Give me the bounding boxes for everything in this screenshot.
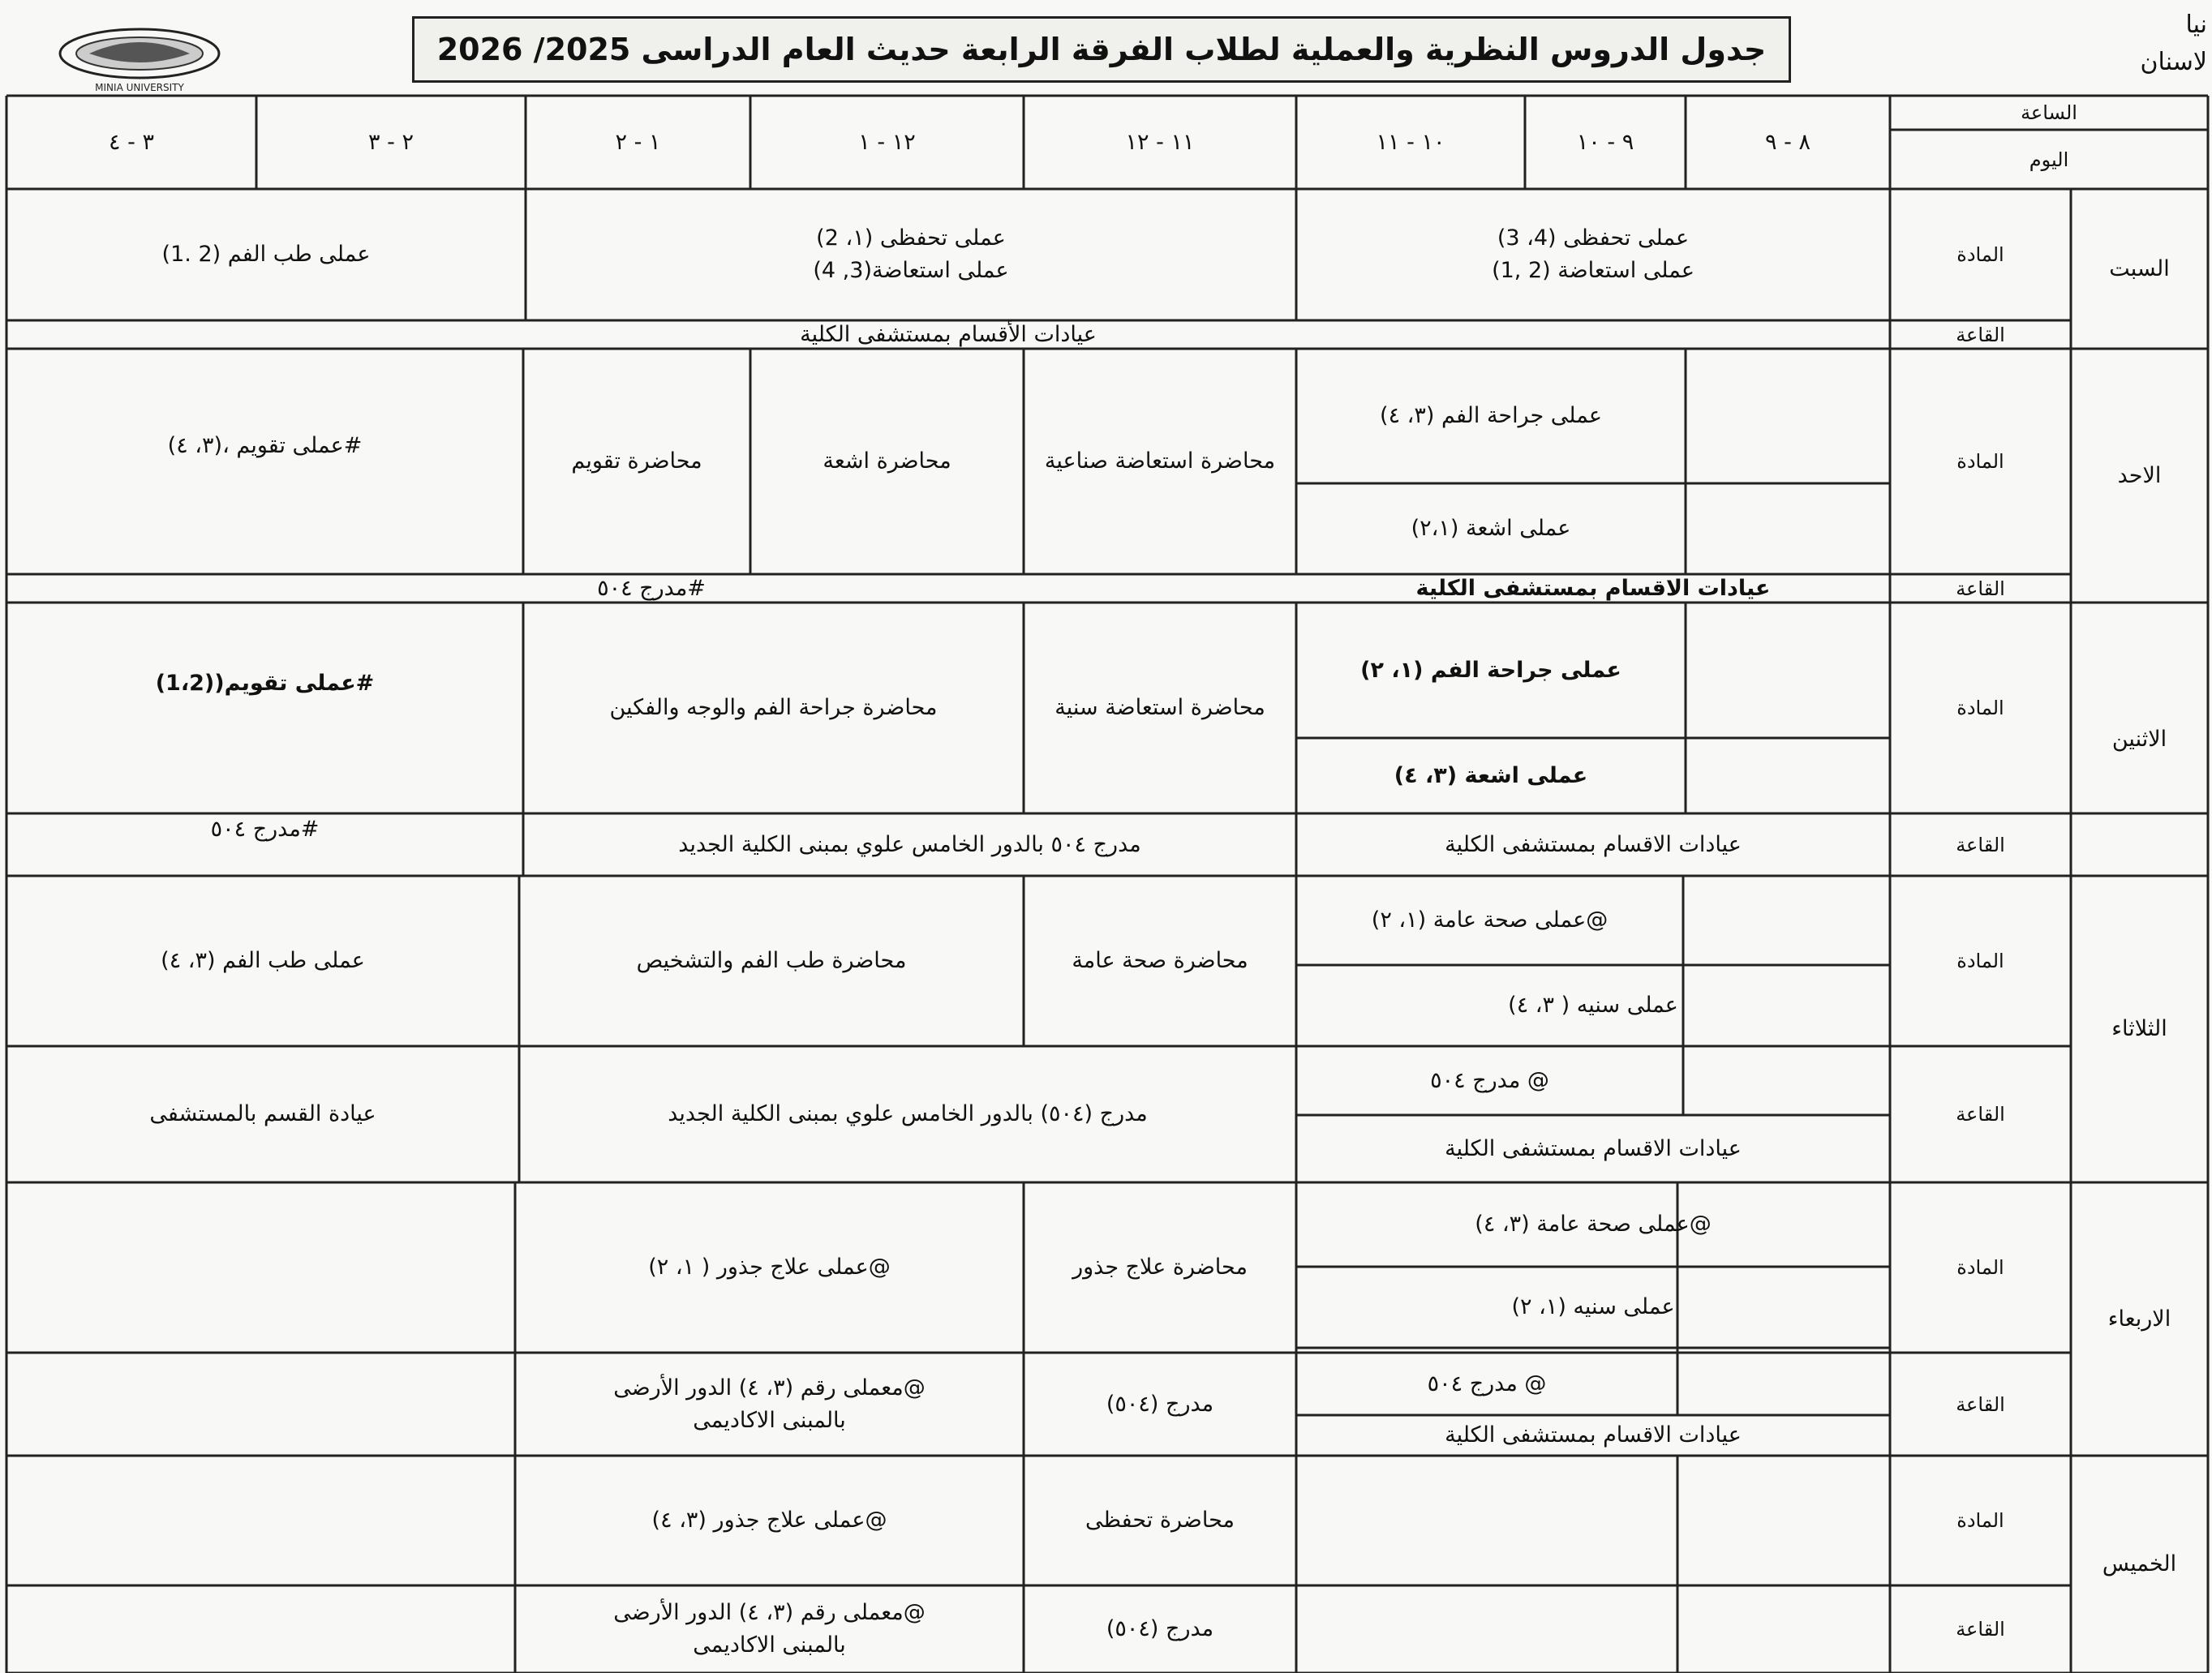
wednesday-session-b: محاضرة علاج جذور: [1072, 1255, 1248, 1280]
time-slot-1-2: ١ - ٢: [615, 129, 661, 155]
tuesday-session-a1: @عملى صحة عامة (١، ٢): [1371, 907, 1609, 933]
wednesday-room-c-line1: @معملى رقم (٣، ٤) الدور الأرضى: [613, 1375, 926, 1401]
thursday-room-c-line2: بالمبنى الاكاديمى: [693, 1632, 846, 1658]
wednesday-session-a2: عملى سنيه (١، ٢): [1511, 1294, 1675, 1319]
corner-line-1: نيا: [2185, 11, 2207, 39]
thursday-room-b: مدرج (٥٠٤): [1106, 1616, 1214, 1641]
tuesday-room-b: مدرج (٥٠٤) بالدور الخامس علوي بمبنى الكلية الجديد: [668, 1101, 1148, 1126]
saturday-session-8-11: [1296, 189, 1890, 320]
day-label: اليوم: [2029, 148, 2069, 171]
monday-session-b: محاضرة استعاضة سنية: [1054, 695, 1265, 720]
sunday-session-c: محاضرة اشعة: [823, 448, 951, 474]
monday-room-label: القاعة: [1956, 833, 2005, 856]
time-slot-11-12: ١١ - ١٢: [1125, 129, 1195, 155]
monday-subject-label: المادة: [1956, 697, 2004, 719]
sunday-session-a2: عملى اشعة (٢،١): [1411, 516, 1571, 541]
time-slot-2-3: ٢ - ٣: [368, 129, 414, 155]
saturday-session-8-11-line2: عملى استعاضة (2 ,1): [1492, 258, 1694, 283]
saturday-session-11-2-line2: عملى استعاضة(3, 4): [813, 258, 1009, 283]
tuesday-subject-label: المادة: [1956, 950, 2004, 972]
monday-room-b: مدرج ٥٠٤ بالدور الخامس علوي بمبنى الكلية الجديد: [678, 831, 1141, 857]
wednesday-room-c-line2: بالمبنى الاكاديمى: [693, 1407, 846, 1433]
wednesday-room-a2: عيادات الاقسام بمستشفى الكلية: [1445, 1422, 1742, 1448]
time-slot-8-9: ٨ - ٩: [1765, 129, 1810, 155]
sunday-room-label: القاعة: [1956, 577, 2005, 600]
wednesday-subject-label: المادة: [1956, 1256, 2004, 1279]
tuesday-room-c: عيادة القسم بالمستشفى: [149, 1101, 376, 1126]
sunday-session-a1: عملى جراحة الفم (٣، ٤): [1380, 403, 1602, 428]
saturday-session-2-4: عملى طب الفم (2 .1): [161, 242, 371, 267]
sunday-session-d: محاضرة تقويم: [571, 448, 702, 474]
monday-session-d: #عملى تقويم((1،2): [155, 671, 375, 696]
thursday-room-c-line1: @معملى رقم (٣، ٤) الدور الأرضى: [613, 1600, 926, 1625]
saturday-subject-label: المادة: [1956, 243, 2004, 266]
hour-label: الساعة: [2021, 101, 2077, 124]
sunday-room-b: #مدرج ٥٠٤: [597, 575, 706, 601]
wednesday-room-label: القاعة: [1956, 1392, 2005, 1416]
day-wednesday: الاربعاء: [2107, 1306, 2171, 1332]
tuesday-session-a2: عملى سنيه ( ٣، ٤): [1508, 993, 1678, 1018]
saturday-session-8-11-line1: عملى تحفظى (4، 3): [1497, 225, 1690, 251]
day-saturday: السبت: [2109, 255, 2170, 281]
sunday-session-e: #عملى تقويم ،(٣، ٤): [167, 433, 363, 458]
thursday-session-c: @عملى علاج جذور (٣، ٤): [651, 1508, 887, 1533]
wednesday-room-b: مدرج (٥٠٤): [1106, 1391, 1214, 1417]
wednesday-room-a1: @ مدرج ٥٠٤: [1427, 1371, 1547, 1396]
day-thursday: الخميس: [2102, 1551, 2177, 1576]
thursday-session-b: محاضرة تحفظى: [1085, 1508, 1235, 1533]
saturday-room-label: القاعة: [1956, 323, 2005, 346]
sunday-session-b: محاضرة استعاضة صناعية: [1044, 448, 1276, 474]
saturday-session-11-2: [526, 189, 1296, 320]
tuesday-session-c: محاضرة طب الفم والتشخيص: [636, 948, 907, 973]
tuesday-room-a2: عيادات الاقسام بمستشفى الكلية: [1445, 1135, 1742, 1161]
saturday-room: عيادات الأقسام بمستشفى الكلية: [800, 321, 1097, 347]
day-tuesday: الثلاثاء: [2111, 1016, 2167, 1041]
saturday-session-11-2-line1: عملى تحفظى (١، 2): [816, 225, 1006, 251]
day-sunday: الاحد: [2117, 462, 2162, 488]
time-slot-9-10: ٩ - ١٠: [1576, 129, 1634, 155]
tuesday-room-label: القاعة: [1956, 1103, 2005, 1126]
sunday-subject-label: المادة: [1956, 450, 2004, 473]
tuesday-room-a1: @ مدرج ٥٠٤: [1430, 1067, 1549, 1093]
logo-text: MINIA UNIVERSITY: [95, 82, 184, 93]
monday-session-c: محاضرة جراحة الفم والوجه والفكين: [609, 695, 938, 720]
monday-room-c: #مدرج ٥٠٤: [210, 817, 320, 842]
page-title: جدول الدروس النظرية والعملية لطلاب الفرقة الرابعة حديث العام الدراسى 2025/ 2026: [412, 16, 1791, 83]
corner-line-2: لاسنان: [2140, 48, 2207, 76]
time-slot-12-1: ١٢ - ١: [858, 129, 916, 155]
sunday-room-a: عيادات الاقسام بمستشفى الكلية: [1415, 575, 1771, 601]
time-slot-3-4: ٣ - ٤: [109, 129, 154, 155]
thursday-room-label: القاعة: [1956, 1618, 2005, 1641]
wednesday-session-c: @عملى علاج جذور ( ١، ٢): [648, 1255, 891, 1280]
day-monday: الاثنين: [2111, 726, 2167, 752]
tuesday-session-b: محاضرة صحة عامة: [1072, 948, 1248, 973]
thursday-subject-label: المادة: [1956, 1509, 2004, 1532]
wednesday-session-a1: @عملى صحة عامة (٣، ٤): [1475, 1212, 1712, 1237]
monday-session-a1: عملى جراحة الفم (١، ٢): [1360, 657, 1621, 683]
time-slot-10-11: ١٠ - ١١: [1376, 129, 1445, 155]
tuesday-session-d: عملى طب الفم (٣، ٤): [161, 948, 365, 973]
wednesday-room-c: [515, 1353, 1024, 1456]
monday-room-a: عيادات الاقسام بمستشفى الكلية: [1445, 831, 1742, 857]
monday-session-a2: عملى اشعة (٣، ٤): [1394, 762, 1588, 788]
thursday-room-c: [515, 1585, 1024, 1673]
